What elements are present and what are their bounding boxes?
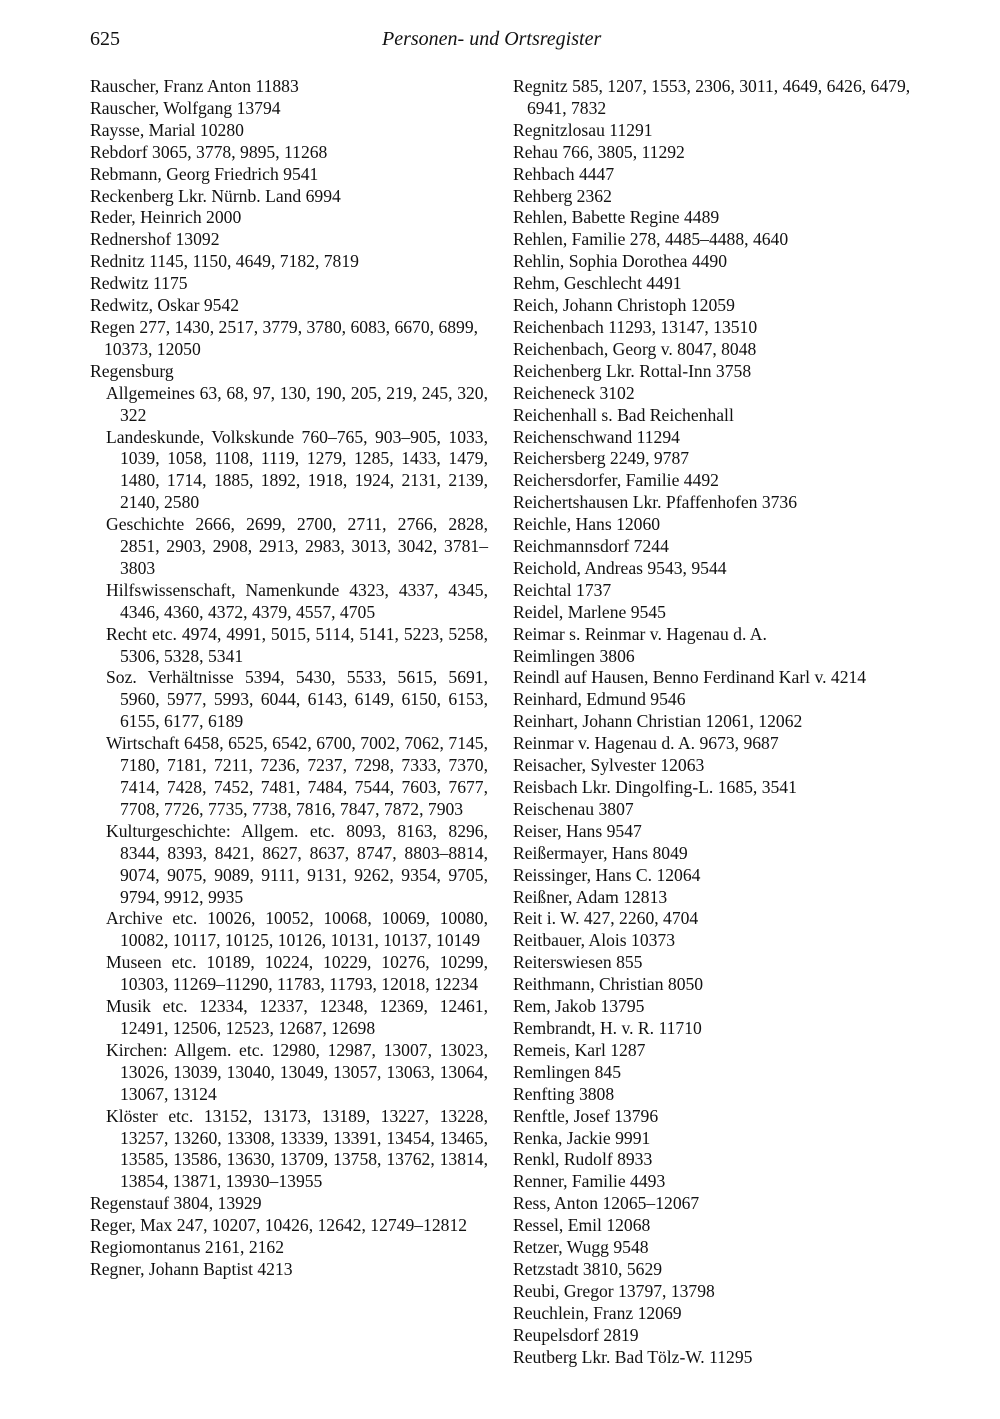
- index-entry: Reckenberg Lkr. Nürnb. Land 6994: [90, 185, 341, 206]
- index-subentry: Wirtschaft 6458, 6525, 6542, 6700, 7002, 7062, 7145, 7180, 7181, 7211, 7236, 7237, 7298, 7333, 7370, 7414, 7428, 7452, 7481, 7484, 7544, 7603, 7677, 7708, 7726, 7735, 7738, 7816, 7847, 7872, 7903: [106, 733, 493, 819]
- index-entry: Ress, Anton 12065–12067: [513, 1193, 700, 1214]
- page-header: [90, 28, 910, 58]
- index-entry: Reichle, Hans 12060: [513, 514, 661, 535]
- index-subentry: Kirchen: Allgem. etc. 12980, 12987, 13007, 13023, 13026, 13039, 13040, 13049, 13057, 13063, 13064, 13067, 13124: [106, 1039, 493, 1104]
- index-entry: Reit i. W. 427, 2260, 4704: [513, 908, 699, 929]
- index-entry: Redwitz 1175: [90, 273, 188, 294]
- index-subentry: Musik etc. 12334, 12337, 12348, 12369, 12461, 12491, 12506, 12523, 12687, 12698: [106, 996, 493, 1038]
- index-entry: Reißner, Adam 12813: [513, 886, 668, 907]
- index-entry: Rehm, Geschlecht 4491: [513, 273, 682, 294]
- index-entry: Reichold, Andreas 9543, 9544: [513, 557, 727, 578]
- index-subentry: Klöster etc. 13152, 13173, 13189, 13227, 13228, 13257, 13260, 13308, 13339, 13391, 13454, 13465, 13585, 13586, 13630, 13709, 13758, 13762, 13814, 13854, 13871, 13930–13955: [106, 1105, 493, 1192]
- index-entry: Renfting 3808: [513, 1083, 615, 1104]
- index-entry: Remeis, Karl 1287: [513, 1039, 646, 1060]
- index-column-left: [90, 76, 493, 1281]
- index-subentry: Soz. Verhältnisse 5394, 5430, 5533, 5615, 5691, 5960, 5977, 5993, 6044, 6143, 6149, 6150, 6153, 6155, 6177, 6189: [106, 667, 493, 732]
- index-entry: Reichmannsdorf 7244: [513, 536, 669, 557]
- index-entry: Reissinger, Hans C. 12064: [513, 864, 701, 885]
- index-subentry: Kulturgeschichte: Allgem. etc. 8093, 8163, 8296, 8344, 8393, 8421, 8627, 8637, 8747, 8803–8814, 9074, 9075, 9089, 9111, 9131, 9262, 9354, 9705, 9794, 9912, 9935: [106, 820, 493, 907]
- index-entry: Rednitz 1145, 1150, 4649, 7182, 7819: [90, 251, 359, 272]
- index-entry: Reiterswiesen 855: [513, 952, 643, 973]
- index-entry: Regnitzlosau 11291: [513, 119, 653, 140]
- index-entry: Renka, Jackie 9991: [513, 1127, 651, 1148]
- index-entry: Reuchlein, Franz 12069: [513, 1302, 682, 1323]
- index-entry: Remlingen 845: [513, 1061, 621, 1082]
- index-entry: Retzer, Wugg 9548: [513, 1237, 649, 1258]
- index-entry: Reisbach Lkr. Dingolfing-L. 1685, 3541: [513, 777, 797, 797]
- index-entry: Reicheneck 3102: [513, 382, 635, 403]
- index-entry: Reichenhall s. Bad Reichenhall: [513, 404, 734, 425]
- index-entry: Regensburg: [90, 360, 174, 381]
- index-entry: Rem, Jakob 13795: [513, 996, 645, 1017]
- index-entry: Reichenbach 11293, 13147, 13510: [513, 316, 758, 337]
- index-subentry: Recht etc. 4974, 4991, 5015, 5114, 5141, 5223, 5258, 5306, 5328, 5341: [106, 623, 493, 666]
- index-entry: Rauscher, Wolfgang 13794: [90, 97, 281, 118]
- index-entry: Regenstauf 3804, 13929: [90, 1193, 262, 1214]
- index-entry: Regen 277, 1430, 2517, 3779, 3780, 6083, 6670, 6899, 10373, 12050: [90, 316, 483, 359]
- index-entry: Rehau 766, 3805, 11292: [513, 141, 685, 162]
- index-entry: Renkl, Rudolf 8933: [513, 1149, 653, 1170]
- index-entry: Reisacher, Sylvester 12063: [513, 755, 705, 776]
- page-number: 625: [90, 28, 120, 50]
- index-entry: Rehbach 4447: [513, 163, 615, 184]
- index-entry: Reinhart, Johann Christian 12061, 12062: [513, 711, 803, 732]
- index-entry: Renner, Familie 4493: [513, 1171, 666, 1192]
- index-subentry: Archive etc. 10026, 10052, 10068, 10069, 10080, 10082, 10117, 10125, 10126, 10131, 10137, 10149: [106, 908, 493, 951]
- index-entry: Rehlin, Sophia Dorothea 4490: [513, 251, 728, 272]
- index-entry: Reder, Heinrich 2000: [90, 207, 242, 228]
- index-entry: Reichtal 1737: [513, 579, 612, 600]
- index-entry: Renftle, Josef 13796: [513, 1105, 659, 1126]
- index-subentry: Landeskunde, Volkskunde 760–765, 903–905, 1033, 1039, 1058, 1108, 1119, 1279, 1285, 1433, 1479, 1480, 1714, 1885, 1892, 1918, 1924, 2131, 2139, 2140, 2580: [106, 426, 493, 513]
- index-entry: Rehberg 2362: [513, 185, 612, 206]
- running-title: Personen- und Ortsregister: [382, 28, 602, 50]
- index-entry: Reichersberg 2249, 9787: [513, 448, 690, 469]
- index-entry: Reinhard, Edmund 9546: [513, 689, 686, 710]
- index-entry: Reiser, Hans 9547: [513, 820, 642, 841]
- index-column-right: [513, 76, 915, 1368]
- index-entry: Redwitz, Oskar 9542: [90, 295, 240, 316]
- index-entry: Reimar s. Reinmar v. Hagenau d. A.: [513, 623, 767, 644]
- index-entry: Reubi, Gregor 13797, 13798: [513, 1280, 715, 1301]
- index-entry: Rehlen, Familie 278, 4485–4488, 4640: [513, 229, 789, 250]
- index-entry: Regnitz 585, 1207, 1553, 2306, 3011, 4649, 6426, 6479, 6941, 7832: [513, 76, 915, 118]
- index-entry: Reichenschwand 11294: [513, 426, 680, 447]
- index-entry: Reißermayer, Hans 8049: [513, 842, 688, 863]
- index-entry: Reupelsdorf 2819: [513, 1324, 639, 1345]
- index-entry: Reich, Johann Christoph 12059: [513, 295, 735, 316]
- index-entry: Rednershof 13092: [90, 229, 220, 250]
- index-subentry: Allgemeines 63, 68, 97, 130, 190, 205, 219, 245, 320, 322: [106, 382, 493, 425]
- index-entry: Reitbauer, Alois 10373: [513, 930, 676, 951]
- index-entry: Reichersdorfer, Familie 4492: [513, 470, 719, 491]
- index-entry: Reindl auf Hausen, Benno Ferdinand Karl v. 4214: [513, 667, 867, 688]
- index-entry: Rebdorf 3065, 3778, 9895, 11268: [90, 141, 328, 162]
- index-entry: Rauscher, Franz Anton 11883: [90, 76, 299, 96]
- index-entry: Retzstadt 3810, 5629: [513, 1258, 663, 1279]
- index-entry: Reidel, Marlene 9545: [513, 601, 666, 622]
- index-entry: Reichenbach, Georg v. 8047, 8048: [513, 338, 757, 359]
- index-entry: Raysse, Marial 10280: [90, 119, 244, 140]
- index-entry: Ressel, Emil 12068: [513, 1215, 651, 1236]
- index-entry: Rembrandt, H. v. R. 11710: [513, 1017, 702, 1038]
- index-entry: Rehlen, Babette Regine 4489: [513, 207, 720, 228]
- index-entry: Reimlingen 3806: [513, 645, 635, 666]
- index-subentry: Hilfswissenschaft, Namenkunde 4323, 4337, 4345, 4346, 4360, 4372, 4379, 4557, 4705: [106, 579, 493, 622]
- index-subentry: Museen etc. 10189, 10224, 10229, 10276, 10299, 10303, 11269–11290, 11783, 11793, 12018, 12234: [106, 952, 493, 995]
- index-entry: Reichertshausen Lkr. Pfaffenhofen 3736: [513, 492, 798, 513]
- index-entry: Reithmann, Christian 8050: [513, 974, 704, 995]
- index-entry: Regiomontanus 2161, 2162: [90, 1237, 285, 1258]
- index-entry: Reutberg Lkr. Bad Tölz-W. 11295: [513, 1346, 753, 1367]
- index-subentry: Geschichte 2666, 2699, 2700, 2711, 2766, 2828, 2851, 2903, 2908, 2913, 2983, 3013, 3042, 3781–3803: [106, 514, 493, 578]
- index-entry: Reinmar v. Hagenau d. A. 9673, 9687: [513, 733, 779, 754]
- index-entry: Reger, Max 247, 10207, 10426, 12642, 12749–12812: [90, 1215, 468, 1236]
- index-entry: Regner, Johann Baptist 4213: [90, 1258, 293, 1279]
- index-entry: Reichenberg Lkr. Rottal-Inn 3758: [513, 360, 752, 381]
- index-entry: Reischenau 3807: [513, 798, 634, 819]
- index-entry: Rebmann, Georg Friedrich 9541: [90, 163, 319, 184]
